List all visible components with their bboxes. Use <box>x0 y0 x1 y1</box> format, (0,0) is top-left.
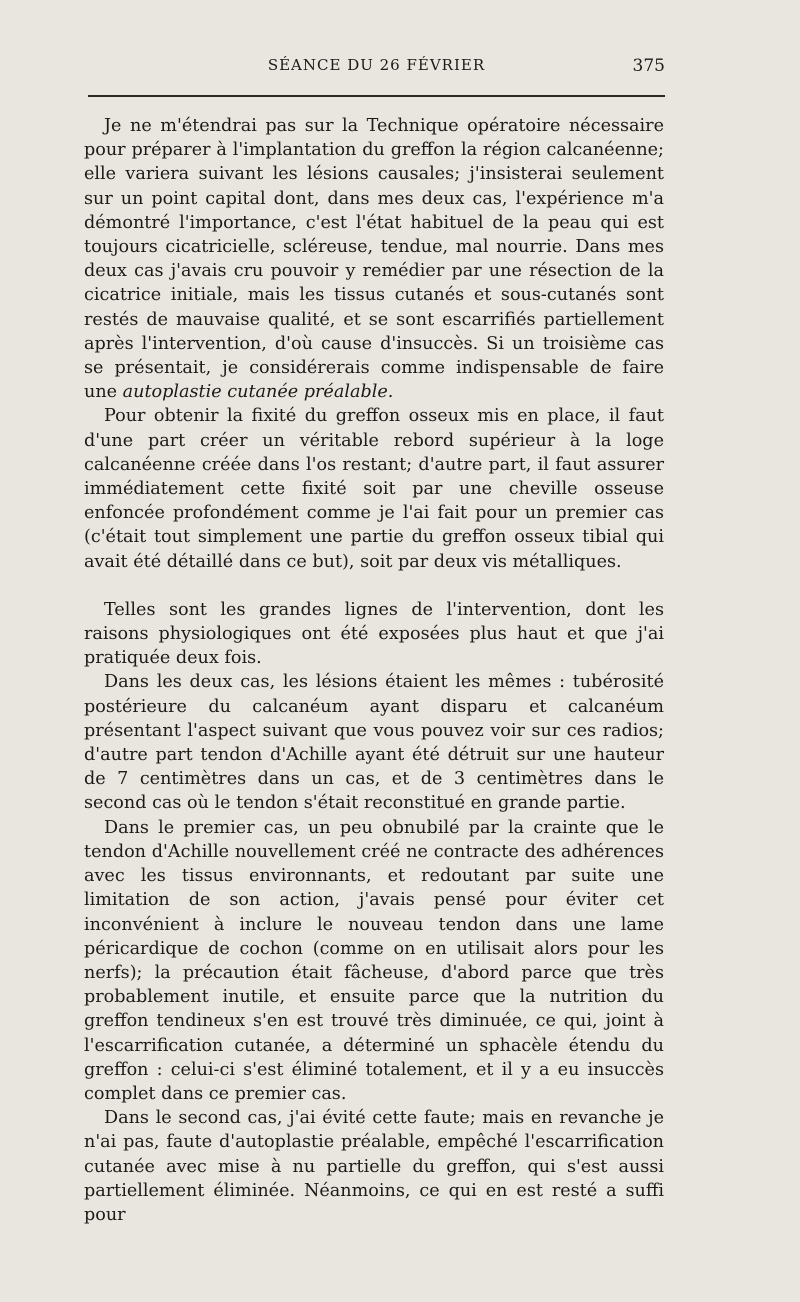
paragraph-second-cas: Dans le second cas, j'ai évité cette faute; mais en revanche je n'ai pas, faute d'autoplastie préalable, empêché l'escarrification cutanée avec mise à nu partielle du greffon, qui s'est aussi partiellement éliminée. Néanmoins, ce qui en est resté a suffi pour <box>84 1108 664 1225</box>
page-number: 375 <box>632 56 665 76</box>
paragraph-premier-cas: Dans le premier cas, un peu obnubilé par la crainte que le tendon d'Achille nouvellement créé ne contracte des adhérences avec les tissus environnants, et redoutant par suite une limitation de son action, j'avais pensé pour éviter cet inconvénient à inclure le nouveau tendon dans une lame péricardique de cochon (comme on en utilisait alors pour les nerfs); la précaution était fâcheuse, d'abord parce que très probablement inutile, et ensuite parce que la nutrition du greffon tendineux s'en est trouvé très diminuée, ce qui, joint à l'escarrification cutanée, a déterminé un sphacèle étendu du greffon : celui-ci s'est éliminé totalement, et il y a eu insuccès complet dans ce premier cas. <box>84 817 664 1104</box>
paragraph-fixite: Pour obtenir la fixité du greffon osseux mis en place, il faut d'une part créer un véritable rebord supérieur à la loge calcanéenne créée dans l'os restant; d'autre part, il faut assurer immédiatement cette fixité soit par une cheville osseuse enfoncée profondément comme je l'ai fait pour un premier cas (c'était tout simplement une partie du greffon osseux tibial qui avait été détaillé dans ce but), soit par deux vis métalliques. <box>84 406 664 572</box>
paragraph-technique: Je ne m'étendrai pas sur la Technique opératoire nécessaire pour préparer à l'implantation du greffon la région calcanéenne; elle variera suivant les lésions causales; j'insisterai seulement sur un point capital dont, dans mes deux cas, l'expérience m'a démontré l'importance, c'est l'état habituel de la peau qui est toujours cicatricielle, scléreuse, tendue, mal nourrie. Dans mes deux cas j'avais cru pouvoir y remédier par une résection de la cicatrice initiale, mais les tissus cutanés et sous-cutanés sont restés de mauvaise qualité, et se sont escarrifiés partiellement après l'intervention, d'où cause d'insuccès. Si un troisième cas se présentait, je considérerais comme indispensable de faire une autoplastie cutanée préalable. <box>84 116 664 403</box>
paragraph-lesions: Dans les deux cas, les lésions étaient les mêmes : tubérosité postérieure du calcanéum ayant disparu et calcanéum présentant l'aspect suivant que vous pouvez voir sur ces radios; d'autre part tendon d'Achille ayant été détruit sur une hauteur de 7 centimètres dans un cas, et de 3 centimètres dans le second cas où le tendon s'était reconstitué en grande partie. <box>84 672 664 814</box>
running-title: SÉANCE DU 26 FÉVRIER <box>267 56 486 74</box>
page-header <box>88 56 665 86</box>
header-rule <box>88 95 665 97</box>
body-text <box>84 114 664 1227</box>
emphasis-autoplastie: autoplastie cutanée préalable. <box>122 382 394 403</box>
paragraph-grandes-lignes: Telles sont les grandes lignes de l'intervention, dont les raisons physiologiques ont été exposées plus haut et que j'ai pratiquée deux fois. <box>84 599 664 669</box>
